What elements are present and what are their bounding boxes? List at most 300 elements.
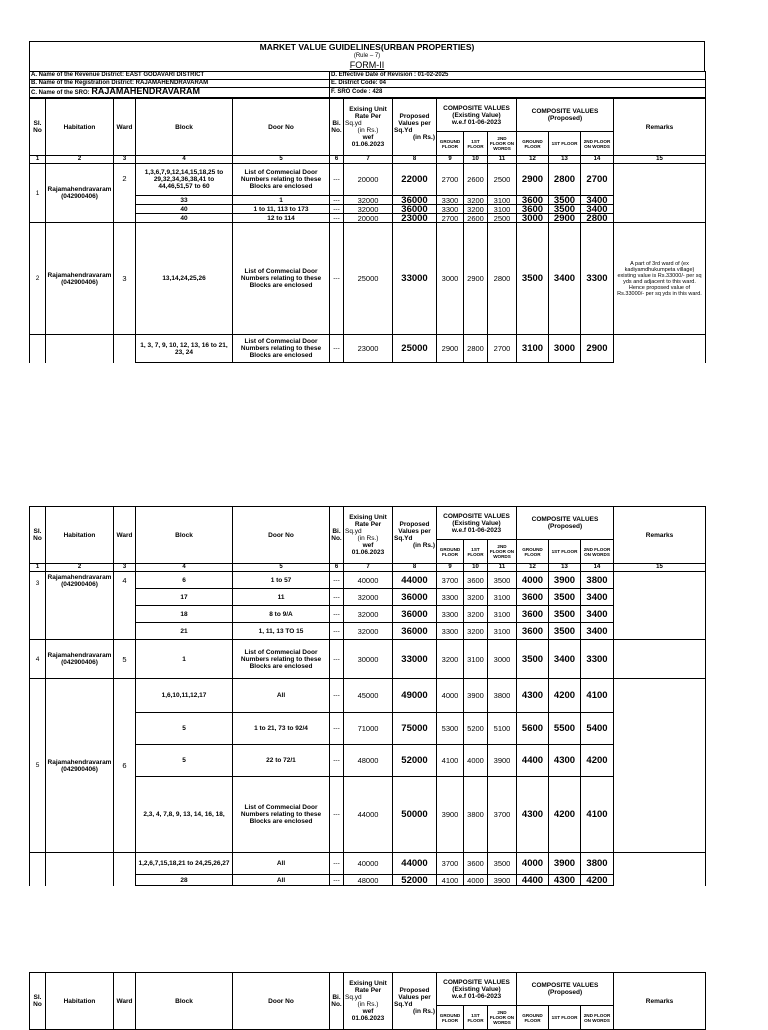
proposed-cell: 25000 <box>393 335 437 363</box>
registration-district: B. Name of the Registration District: RAJAMAHENDRAVARAM <box>30 80 330 88</box>
comp-prop-l2: (Proposed) <box>547 115 583 122</box>
comp-exist-l3: w.e.f 01-06-2023 <box>451 526 502 534</box>
ground-cell: 3700 <box>437 853 464 875</box>
idx-cell: 10 <box>464 156 488 164</box>
col-second: 2ND FLOOR ON WORDS <box>488 1006 517 1030</box>
page-section-3 <box>29 972 705 1030</box>
second-p-cell: 5400 <box>581 713 614 745</box>
ward-cell: 5 <box>114 640 136 679</box>
remarks-cell <box>614 164 706 223</box>
idx-cell: 8 <box>393 564 437 572</box>
idx-cell: 4 <box>136 564 233 572</box>
block-cell: 1, 3, 7, 9, 10, 12, 13, 16 to 21, 23, 24 <box>136 335 233 363</box>
existing-l5: wef <box>362 134 374 141</box>
comp-exist-l2: (Existing Value) <box>452 985 501 993</box>
habitation-cell <box>46 853 114 886</box>
bi-cell: --- <box>330 572 344 589</box>
idx-cell: 4 <box>136 156 233 164</box>
col-block: Block <box>136 99 233 156</box>
habitation-cell: Rajamahendravaram (042900406) <box>46 164 114 223</box>
first-p-cell: 4300 <box>549 745 581 777</box>
col-composite-existing <box>437 99 517 132</box>
block-cell: 5 <box>136 745 233 777</box>
ward-cell: 4 <box>114 572 136 640</box>
habitation-cell: Rajamahendravaram (042900406) <box>46 679 114 853</box>
idx-cell: 3 <box>114 564 136 572</box>
first-cell: 2800 <box>464 335 488 363</box>
bi-cell: --- <box>330 777 344 853</box>
bi-cell: --- <box>330 589 344 606</box>
proposed-l2: Values per <box>398 528 431 535</box>
existing-cell: 20000 <box>344 214 393 223</box>
ground-cell: 3300 <box>437 196 464 205</box>
second-p-cell: 3300 <box>581 223 614 335</box>
first-p-cell: 3500 <box>549 623 581 640</box>
habitation-cell: Rajamahendravaram (042900406) <box>46 223 114 335</box>
door-cell: 22 to 72/1 <box>233 745 330 777</box>
col-door: Door No <box>233 973 330 1030</box>
idx-cell: 14 <box>581 564 614 572</box>
first-cell: 2600 <box>464 214 488 223</box>
ward-cell <box>114 335 136 363</box>
block-cell: 40 <box>136 205 233 214</box>
col-first-p: 1ST FLOOR <box>549 132 581 156</box>
proposed-cell: 36000 <box>393 623 437 640</box>
block-cell: 1,6,10,11,12,17 <box>136 679 233 713</box>
ground-p-cell: 4000 <box>517 853 549 875</box>
idx-cell: 11 <box>488 564 517 572</box>
second-cell: 3900 <box>488 745 517 777</box>
existing-l5: wef <box>362 1008 374 1015</box>
proposed-l2: Values per <box>398 994 431 1001</box>
comp-exist-l3: w.e.f 01-06-2023 <box>451 992 502 1000</box>
first-cell: 3100 <box>464 640 488 679</box>
door-cell: 12 to 114 <box>233 214 330 223</box>
rule-text: (Rule – 7) <box>353 53 381 59</box>
valuation-table-3 <box>29 972 706 1030</box>
existing-cell: 44000 <box>344 777 393 853</box>
district-code: E. District Code: 04 <box>330 80 706 88</box>
ground-p-cell: 3600 <box>517 205 549 214</box>
first-p-cell: 2800 <box>549 164 581 196</box>
col-bi: Bi. No. <box>330 507 344 564</box>
second-p-cell: 3400 <box>581 606 614 623</box>
idx-cell: 15 <box>614 564 706 572</box>
ground-p-cell: 3600 <box>517 589 549 606</box>
first-cell: 4000 <box>464 745 488 777</box>
proposed-cell: 36000 <box>393 196 437 205</box>
proposed-cell: 23000 <box>393 214 437 223</box>
existing-cell: 40000 <box>344 572 393 589</box>
ground-p-cell: 4400 <box>517 875 549 886</box>
ground-p-cell: 5600 <box>517 713 549 745</box>
sl-cell: 4 <box>30 640 46 679</box>
first-p-cell: 3000 <box>549 335 581 363</box>
sl-cell: 3 <box>30 572 46 640</box>
ground-p-cell: 4400 <box>517 745 549 777</box>
first-p-cell: 3500 <box>549 196 581 205</box>
col-habitation: Habitation <box>46 973 114 1030</box>
existing-cell: 32000 <box>344 196 393 205</box>
existing-l2: Rate Per <box>354 521 382 528</box>
ground-cell: 3000 <box>437 223 464 335</box>
idx-cell: 12 <box>517 156 549 164</box>
proposed-l3: Sq.Yd <box>394 1001 413 1008</box>
form-header <box>29 41 705 71</box>
block-cell: 1 <box>136 640 233 679</box>
idx-cell: 9 <box>437 564 464 572</box>
first-p-cell: 2900 <box>549 214 581 223</box>
first-cell: 3200 <box>464 606 488 623</box>
proposed-l3: Sq.Yd <box>394 127 413 134</box>
ground-cell: 2700 <box>437 214 464 223</box>
col-ground: GROUND FLOOR <box>437 1006 464 1030</box>
bi-cell: --- <box>330 196 344 205</box>
comp-exist-l1: COMPOSITE VALUES <box>443 512 510 520</box>
existing-l3: Sq.yd <box>345 528 362 535</box>
idx-cell: 10 <box>464 564 488 572</box>
ground-p-cell: 3600 <box>517 623 549 640</box>
ground-cell: 4000 <box>437 679 464 713</box>
ground-cell: 3900 <box>437 777 464 853</box>
ward-cell: 3 <box>114 223 136 335</box>
col-composite-existing <box>437 507 517 540</box>
door-cell: All <box>233 875 330 886</box>
idx-cell: 1 <box>30 564 46 572</box>
existing-cell: 32000 <box>344 589 393 606</box>
block-cell: 21 <box>136 623 233 640</box>
second-p-cell: 3400 <box>581 196 614 205</box>
remarks-cell <box>614 572 706 640</box>
door-cell: List of Commecial Door Numbers relating to these Blocks are enclosed <box>233 335 330 363</box>
comp-prop-l1: COMPOSITE VALUES <box>531 108 599 115</box>
existing-l2: Rate Per <box>354 113 382 120</box>
first-cell: 3600 <box>464 572 488 589</box>
col-remarks: Remarks <box>614 973 706 1030</box>
sro-name-cell <box>30 88 330 98</box>
block-cell: 17 <box>136 589 233 606</box>
col-ward: Ward <box>114 507 136 564</box>
proposed-cell: 33000 <box>393 640 437 679</box>
col-ground: GROUND FLOOR <box>437 132 464 156</box>
door-cell: List of Commecial Door Numbers relating to these Blocks are enclosed <box>233 164 330 196</box>
col-second: 2ND FLOOR ON WORDS <box>488 540 517 564</box>
col-second-p: 2ND FLOOR ON WORDS <box>581 540 614 564</box>
idx-cell: 3 <box>114 156 136 164</box>
idx-cell: 2 <box>46 564 114 572</box>
table-row <box>30 223 706 335</box>
col-habitation: Habitation <box>46 99 114 156</box>
bi-cell: --- <box>330 623 344 640</box>
col-second-p: 2ND FLOOR ON WORDS <box>581 132 614 156</box>
door-cell: 1 <box>233 196 330 205</box>
idx-cell: 9 <box>437 156 464 164</box>
table-row <box>30 853 706 875</box>
page-section-1 <box>29 41 705 363</box>
col-proposed <box>393 973 437 1030</box>
existing-cell: 20000 <box>344 164 393 196</box>
idx-cell: 5 <box>233 564 330 572</box>
block-cell: 5 <box>136 713 233 745</box>
ground-p-cell: 3500 <box>517 223 549 335</box>
door-cell: List of Commecial Door Numbers relating to these Blocks are enclosed <box>233 640 330 679</box>
ward-cell <box>114 853 136 886</box>
col-ward: Ward <box>114 99 136 156</box>
proposed-cell: 50000 <box>393 777 437 853</box>
proposed-l3: Sq.Yd <box>394 535 413 542</box>
ground-p-cell: 3000 <box>517 214 549 223</box>
proposed-cell: 49000 <box>393 679 437 713</box>
table-row <box>30 640 706 679</box>
existing-cell: 25000 <box>344 223 393 335</box>
existing-cell: 48000 <box>344 745 393 777</box>
door-cell: 11 <box>233 589 330 606</box>
first-p-cell: 5500 <box>549 713 581 745</box>
door-cell: All <box>233 679 330 713</box>
col-composite-existing <box>437 973 517 1006</box>
comp-prop-l2: (Proposed) <box>547 523 583 530</box>
second-cell: 3100 <box>488 205 517 214</box>
index-row <box>30 564 706 572</box>
first-cell: 4000 <box>464 875 488 886</box>
ground-cell: 4100 <box>437 875 464 886</box>
second-cell: 3100 <box>488 606 517 623</box>
existing-cell: 71000 <box>344 713 393 745</box>
ground-cell: 5300 <box>437 713 464 745</box>
remarks-cell <box>614 640 706 679</box>
ground-p-cell: 4300 <box>517 679 549 713</box>
first-cell: 3200 <box>464 196 488 205</box>
col-ground-p: GROUND FLOOR <box>517 1006 549 1030</box>
idx-cell: 12 <box>517 564 549 572</box>
second-p-cell: 3400 <box>581 589 614 606</box>
bi-cell: --- <box>330 679 344 713</box>
bi-cell: --- <box>330 205 344 214</box>
bi-cell: --- <box>330 606 344 623</box>
col-second-p: 2ND FLOOR ON WORDS <box>581 1006 614 1030</box>
second-p-cell: 4200 <box>581 745 614 777</box>
block-cell: 1,2,6,7,15,18,21 to 24,25,26,27 <box>136 853 233 875</box>
sro-code: F. SRO Code : 428 <box>330 88 706 98</box>
ground-p-cell: 3600 <box>517 196 549 205</box>
ground-cell: 3300 <box>437 623 464 640</box>
revenue-district: A. Name of the Revenue District: EAST GODAVARI DISTRICT <box>30 72 330 80</box>
existing-l3: Sq.yd <box>345 120 362 127</box>
col-habitation: Habitation <box>46 507 114 564</box>
idx-cell: 6 <box>330 156 344 164</box>
door-cell: List of Commecial Door Numbers relating to these Blocks are enclosed <box>233 223 330 335</box>
table-row <box>30 164 706 196</box>
existing-l3: Sq.yd <box>345 994 362 1001</box>
ground-p-cell: 2900 <box>517 164 549 196</box>
col-existing-rate <box>344 99 393 156</box>
first-p-cell: 3500 <box>549 589 581 606</box>
ground-cell: 4100 <box>437 745 464 777</box>
bi-cell: --- <box>330 640 344 679</box>
second-p-cell: 3800 <box>581 853 614 875</box>
sro-label: C. Name of the SRO: <box>31 90 90 96</box>
comp-exist-l1: COMPOSITE VALUES <box>443 104 510 112</box>
proposed-cell: 75000 <box>393 713 437 745</box>
proposed-cell: 22000 <box>393 164 437 196</box>
col-composite-proposed <box>517 507 614 540</box>
existing-cell: 32000 <box>344 205 393 214</box>
existing-l1: Exising Unit <box>349 980 387 987</box>
second-cell: 5100 <box>488 713 517 745</box>
col-first-p: 1ST FLOOR <box>549 540 581 564</box>
existing-l4: (in Rs.) <box>357 535 379 542</box>
existing-cell: 40000 <box>344 853 393 875</box>
idx-cell: 8 <box>393 156 437 164</box>
proposed-l1: Proposed <box>399 987 430 994</box>
existing-l4: (in Rs.) <box>357 127 379 134</box>
door-cell: All <box>233 853 330 875</box>
first-cell: 3200 <box>464 589 488 606</box>
remarks-cell <box>614 853 706 886</box>
second-p-cell: 2700 <box>581 164 614 196</box>
second-cell: 3100 <box>488 196 517 205</box>
second-cell: 3100 <box>488 623 517 640</box>
block-cell: 28 <box>136 875 233 886</box>
bi-cell: --- <box>330 335 344 363</box>
existing-l4: (in Rs.) <box>357 1001 379 1008</box>
col-composite-proposed <box>517 99 614 132</box>
second-cell: 3700 <box>488 777 517 853</box>
col-ground-p: GROUND FLOOR <box>517 132 549 156</box>
existing-l6: 01.06.2023 <box>351 1015 385 1022</box>
proposed-cell: 44000 <box>393 572 437 589</box>
comp-exist-l1: COMPOSITE VALUES <box>443 978 510 986</box>
existing-l1: Exising Unit <box>349 514 387 521</box>
proposed-cell: 36000 <box>393 606 437 623</box>
form-title: FORM-II <box>349 60 385 70</box>
first-cell: 5200 <box>464 713 488 745</box>
effective-date: D. Effective Date of Revision : 01-02-2025 <box>330 72 706 80</box>
table-row <box>30 335 706 363</box>
second-cell: 3100 <box>488 589 517 606</box>
col-ground-p: GROUND FLOOR <box>517 540 549 564</box>
block-cell: 18 <box>136 606 233 623</box>
first-cell: 3200 <box>464 623 488 640</box>
idx-cell: 1 <box>30 156 46 164</box>
second-p-cell: 3300 <box>581 640 614 679</box>
comp-exist-l3: w.e.f 01-06-2023 <box>451 118 502 126</box>
col-existing-rate <box>344 507 393 564</box>
valuation-table-2 <box>29 506 706 886</box>
col-remarks: Remarks <box>614 99 706 156</box>
ground-p-cell: 3100 <box>517 335 549 363</box>
ground-cell: 3200 <box>437 640 464 679</box>
col-sl: Sl. No <box>30 973 46 1030</box>
comp-exist-l2: (Existing Value) <box>452 111 501 119</box>
second-p-cell: 4100 <box>581 777 614 853</box>
proposed-l4: (in Rs.) <box>412 134 435 141</box>
existing-l6: 01.06.2023 <box>351 141 385 148</box>
comp-prop-l2: (Proposed) <box>547 989 583 996</box>
second-p-cell: 3400 <box>581 623 614 640</box>
second-cell: 2800 <box>488 223 517 335</box>
second-p-cell: 2900 <box>581 335 614 363</box>
existing-cell: 23000 <box>344 335 393 363</box>
col-sl: Sl. No <box>30 507 46 564</box>
existing-l1: Exising Unit <box>349 106 387 113</box>
door-cell: 8 to 9/A <box>233 606 330 623</box>
comp-prop-l1: COMPOSITE VALUES <box>531 516 599 523</box>
idx-cell: 11 <box>488 156 517 164</box>
comp-exist-l2: (Existing Value) <box>452 519 501 527</box>
second-p-cell: 2800 <box>581 214 614 223</box>
ward-cell: 6 <box>114 679 136 853</box>
block-cell: 2,3, 4, 7,8, 9, 13, 14, 16, 18, <box>136 777 233 853</box>
door-cell: List of Commecial Door Numbers relating to these Blocks are enclosed <box>233 777 330 853</box>
proposed-l4: (in Rs.) <box>412 1008 435 1015</box>
col-first-p: 1ST FLOOR <box>549 1006 581 1030</box>
col-second: 2ND FLOOR ON WORDS <box>488 132 517 156</box>
remarks-cell <box>614 679 706 853</box>
existing-cell: 30000 <box>344 640 393 679</box>
first-cell: 3900 <box>464 679 488 713</box>
first-p-cell: 3500 <box>549 205 581 214</box>
idx-cell: 2 <box>46 156 114 164</box>
col-remarks: Remarks <box>614 507 706 564</box>
col-bi: Bi. No. <box>330 99 344 156</box>
second-p-cell: 4200 <box>581 875 614 886</box>
first-cell: 3800 <box>464 777 488 853</box>
bi-cell: --- <box>330 853 344 875</box>
col-first: 1ST FLOOR <box>464 132 488 156</box>
first-p-cell: 3400 <box>549 640 581 679</box>
second-p-cell: 3400 <box>581 205 614 214</box>
second-cell: 3500 <box>488 853 517 875</box>
idx-cell: 13 <box>549 564 581 572</box>
door-cell: 1, 11, 13 TO 15 <box>233 623 330 640</box>
ground-p-cell: 3500 <box>517 640 549 679</box>
col-door: Door No <box>233 99 330 156</box>
col-proposed <box>393 99 437 156</box>
proposed-cell: 44000 <box>393 853 437 875</box>
existing-cell: 48000 <box>344 875 393 886</box>
second-p-cell: 4100 <box>581 679 614 713</box>
proposed-l1: Proposed <box>399 113 430 120</box>
idx-cell: 6 <box>330 564 344 572</box>
second-cell: 3500 <box>488 572 517 589</box>
existing-l2: Rate Per <box>354 987 382 994</box>
bi-cell: --- <box>330 745 344 777</box>
col-first: 1ST FLOOR <box>464 540 488 564</box>
first-p-cell: 3400 <box>549 223 581 335</box>
ground-cell: 2700 <box>437 164 464 196</box>
first-p-cell: 3900 <box>549 572 581 589</box>
index-row <box>30 156 706 164</box>
ground-p-cell: 4300 <box>517 777 549 853</box>
existing-cell: 32000 <box>344 623 393 640</box>
door-cell: 1 to 21, 73 to 92/4 <box>233 713 330 745</box>
first-cell: 2900 <box>464 223 488 335</box>
habitation-cell <box>46 335 114 363</box>
idx-cell: 7 <box>344 156 393 164</box>
block-cell: 6 <box>136 572 233 589</box>
col-block: Block <box>136 507 233 564</box>
bi-cell: --- <box>330 214 344 223</box>
idx-cell: 7 <box>344 564 393 572</box>
info-table <box>29 71 706 98</box>
door-cell: 1 to 57 <box>233 572 330 589</box>
page-section-2 <box>29 506 705 886</box>
sl-cell: 1 <box>30 164 46 223</box>
sl-cell: 2 <box>30 223 46 335</box>
sro-name: RAJAMAHENDRAVARAM <box>91 87 201 96</box>
first-p-cell: 3900 <box>549 853 581 875</box>
